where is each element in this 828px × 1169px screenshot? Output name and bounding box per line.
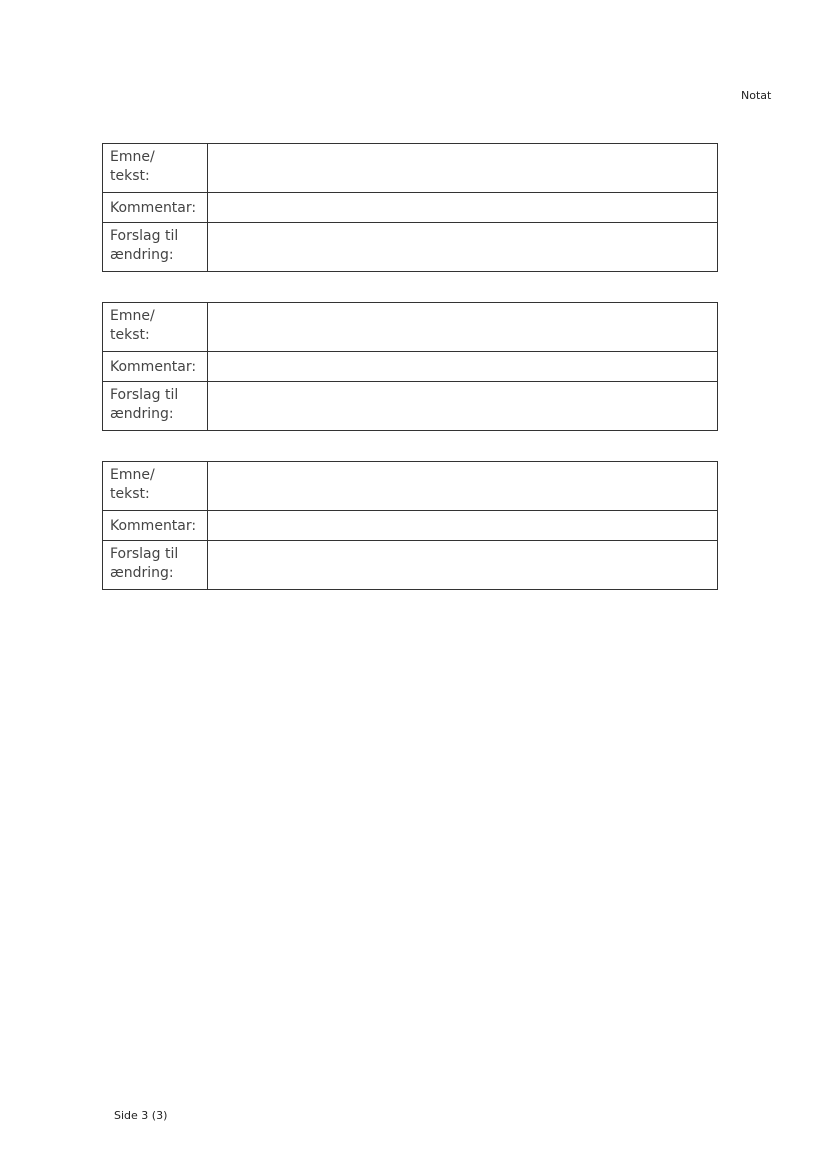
subject-label: Emne/ tekst:: [103, 303, 208, 352]
proposal-label: Forslag til ændring:: [103, 541, 208, 590]
proposal-field[interactable]: [208, 382, 718, 431]
proposal-field[interactable]: [208, 223, 718, 272]
proposal-row: [103, 541, 718, 590]
comment-form-table: [102, 143, 718, 272]
comment-field[interactable]: [208, 511, 718, 541]
proposal-label: Forslag til ændring:: [103, 223, 208, 272]
subject-row: [103, 462, 718, 511]
comment-row: [103, 352, 718, 382]
subject-label: Emne/ tekst:: [103, 462, 208, 511]
proposal-label: Forslag til ændring:: [103, 382, 208, 431]
subject-label: Emne/ tekst:: [103, 144, 208, 193]
comment-form-table: [102, 461, 718, 590]
document-type-label: Notat: [741, 89, 772, 102]
comment-form-table: [102, 302, 718, 431]
comment-row: [103, 193, 718, 223]
page-number: Side 3 (3): [114, 1109, 168, 1122]
subject-row: [103, 303, 718, 352]
subject-field[interactable]: [208, 144, 718, 193]
comment-label: Kommentar:: [103, 193, 208, 223]
comment-row: [103, 511, 718, 541]
comment-label: Kommentar:: [103, 511, 208, 541]
subject-field[interactable]: [208, 303, 718, 352]
proposal-row: [103, 223, 718, 272]
comment-field[interactable]: [208, 352, 718, 382]
subject-field[interactable]: [208, 462, 718, 511]
proposal-field[interactable]: [208, 541, 718, 590]
comment-label: Kommentar:: [103, 352, 208, 382]
proposal-row: [103, 382, 718, 431]
comment-field[interactable]: [208, 193, 718, 223]
subject-row: [103, 144, 718, 193]
